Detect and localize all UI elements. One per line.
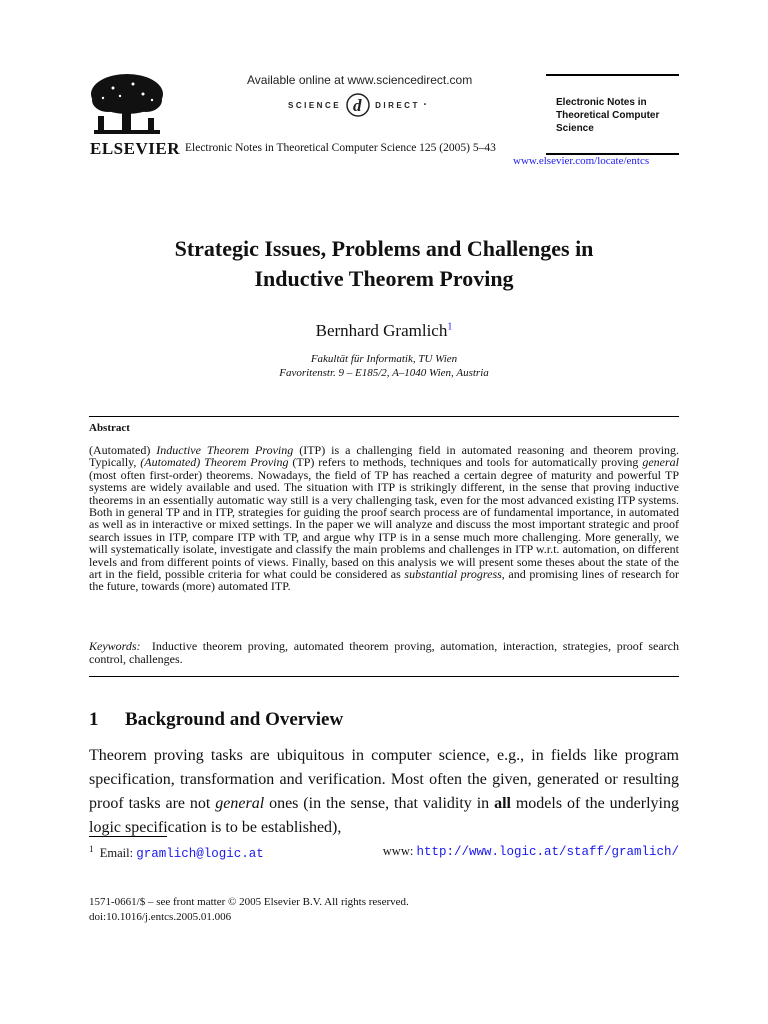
section-body-text: [89, 744, 679, 840]
abstract-body: [89, 444, 679, 593]
footnote-rule: [89, 836, 167, 837]
body-text-run: ones (in the sense, that validity in: [264, 795, 495, 812]
issn-line: 1571-0661/$ – see front matter © 2005 Elsevier B.V. All rights reserved.: [89, 896, 409, 908]
footnote-www: [383, 844, 679, 861]
journal-box-line: Electronic Notes in: [556, 97, 647, 108]
journal-box-title: [556, 96, 659, 135]
keywords-label: Keywords:: [89, 639, 141, 653]
abstract-text: (most often first-order) theorems. Nowadays, the field of TP has reached a certain degree of maturity and powerful TP systems are widely available and used. The situation with ITP is strikingly different, in the sense that proving inductive theorems in an essentially automatic way still is a very challenging task, even for the most advanced existing ITP systems. Both in general TP and in ITP, strategies for guiding the proof search process are of fundamental importance, in automated as well as in interactive or mixed settings. In the paper we will analyze and discuss the most important strategic and proof search issues in ITP, compare ITP with TP, and argue why ITP is in a sense much more challenging. More generally, we will systematically isolate, investigate and classify the main problems and challenges in ITP w.r.t. automation, on different levels and from different points of views. Finally, based on this analysis we will present some theses about the state of the art in the field, possible criteria for what could be considered as: [89, 467, 679, 582]
email-link[interactable]: gramlich@logic.at: [136, 847, 264, 862]
abstract-emphasis: (Automated) Theorem Proving: [140, 455, 289, 470]
abstract-emphasis: Inductive Theorem Proving: [156, 443, 294, 457]
section-heading: [89, 709, 343, 731]
journal-citation: Electronic Notes in Theoretical Computer Science 125 (2005) 5–43: [185, 142, 496, 154]
footnote-mark: 1: [89, 844, 94, 854]
paper-title: [60, 234, 708, 294]
abstract-text: , and promising lines of research for the future, towards (more) automated ITP.: [89, 567, 679, 594]
author-name: Bernhard Gramlich: [315, 321, 448, 340]
journal-url-link[interactable]: www.elsevier.com/locate/entcs: [513, 155, 650, 167]
section-number: 1: [89, 709, 99, 730]
sciencedirect-d-icon: [345, 92, 371, 118]
body-emphasis: all: [494, 795, 511, 812]
front-matter: [89, 895, 409, 925]
sciencedirect-left-text: SCIENCE: [288, 100, 342, 110]
abstract-emphasis: general: [642, 455, 679, 470]
www-link[interactable]: http://www.logic.at/staff/gramlich/: [416, 845, 679, 859]
affiliation: [60, 352, 708, 380]
author-line: [60, 321, 708, 341]
affiliation-line: Fakultät für Informatik, TU Wien: [310, 353, 458, 365]
svg-text:d: d: [353, 96, 365, 115]
elsevier-tree-logo: [88, 70, 166, 140]
email-label: Email:: [99, 846, 134, 861]
journal-box-line: Science: [556, 123, 594, 134]
author-footnote-mark[interactable]: 1: [447, 321, 453, 333]
abstract-paragraph: [89, 444, 679, 593]
abstract-text: (TP) refers to methods, techniques and tools for automatically proving: [288, 455, 643, 470]
body-text-run: models of the underlying logic specification is to be established),: [89, 795, 680, 836]
title-line: Strategic Issues, Problems and Challenges in: [174, 236, 594, 261]
abstract-heading: Abstract: [89, 422, 130, 434]
journal-title-box: [546, 74, 679, 155]
footnote-email: [89, 844, 264, 861]
publisher-name: ELSEVIER: [90, 139, 180, 158]
abstract-bottom-rule: [89, 676, 679, 677]
abstract-text: (Automated): [89, 443, 157, 457]
available-online-text: Available online at www.sciencedirect.com: [247, 73, 473, 87]
body-text-run: Theorem proving tasks are ubiquitous in computer science, e.g., in fields like program specification, transformation and verification. Most often the given, generated or resulting proof tasks are not: [89, 747, 679, 812]
keywords: [89, 640, 679, 666]
sciencedirect-right-text: DIRECT: [375, 100, 420, 110]
section-title: Background and Overview: [125, 709, 344, 730]
www-label: www:: [382, 844, 414, 858]
sciencedirect-logo: [288, 92, 428, 118]
body-emphasis: general: [215, 795, 265, 812]
footnote: [89, 844, 679, 861]
journal-box-line: Theoretical Computer: [556, 110, 660, 121]
abstract-emphasis: substantial progress: [404, 567, 502, 582]
doi-line[interactable]: doi:10.1016/j.entcs.2005.01.006: [89, 911, 232, 923]
affiliation-line: Favoritenstr. 9 – E185/2, A–1040 Wien, Austria: [279, 367, 489, 379]
sciencedirect-dot: •: [423, 102, 429, 108]
abstract-text: (ITP) is a challenging field in automated reasoning and theorem proving. Typically,: [89, 443, 680, 470]
title-line: Inductive Theorem Proving: [254, 266, 514, 291]
keywords-text: Inductive theorem proving, automated theorem proving, automation, interaction, strategies, proof search control, challenges.: [89, 639, 679, 666]
abstract-top-rule: [89, 416, 679, 417]
